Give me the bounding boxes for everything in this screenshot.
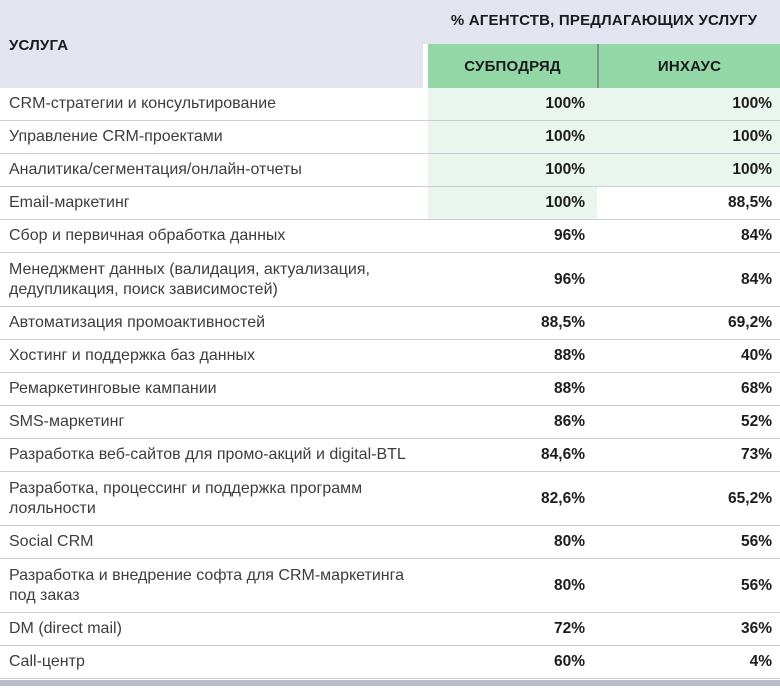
table-row (0, 340, 780, 373)
table-row (0, 88, 780, 121)
inhouse-value: 88,5% (728, 194, 772, 211)
subcontract-value: 96% (553, 227, 585, 244)
subcontract-value: 80% (553, 533, 585, 550)
subcontract-value: 96% (553, 270, 585, 288)
inhouse-value: 84% (740, 270, 772, 288)
subcontract-value: 82,6% (541, 489, 585, 507)
table-row (0, 253, 780, 307)
table-row (0, 559, 780, 613)
subcontract-value: 72% (553, 620, 585, 637)
inhouse-value: 68% (740, 380, 772, 397)
subcontract-value: 60% (553, 653, 585, 670)
subcontract-value: 86% (553, 413, 585, 430)
inhouse-value: 36% (740, 620, 772, 637)
inhouse-value: 100% (597, 154, 780, 186)
table-row (0, 439, 780, 472)
column-header-subcontract: СУБПОДРЯД (428, 44, 597, 88)
table-row (0, 121, 780, 154)
service-name: Автоматизация промоактивностей (9, 314, 266, 332)
subcontract-value: 88% (553, 347, 585, 364)
inhouse-value: 100% (597, 88, 780, 120)
service-name: Ремаркетинговые кампании (9, 380, 217, 398)
table-row (0, 220, 780, 253)
inhouse-value: 73% (740, 446, 772, 463)
table-row (0, 646, 780, 679)
subcontract-value: 100% (428, 154, 597, 186)
table-header (0, 0, 780, 88)
service-name: Аналитика/сегментация/онлайн-отчеты (9, 161, 302, 179)
table-row (0, 406, 780, 439)
inhouse-value: 52% (740, 413, 772, 430)
subcontract-value: 84,6% (541, 446, 585, 463)
service-name: Разработка и внедрение софта для CRM-маркетинга под заказ (9, 566, 404, 604)
inhouse-value: 40% (740, 347, 772, 364)
table-body (0, 88, 780, 679)
table-row (0, 187, 780, 220)
inhouse-value: 56% (740, 576, 772, 594)
service-name: DM (direct mail) (9, 620, 122, 638)
table-row (0, 613, 780, 646)
service-name: Управление CRM-проектами (9, 128, 223, 146)
service-name: CRM-стратегии и консультирование (9, 95, 277, 113)
subcontract-value: 88,5% (541, 314, 585, 331)
service-name: Social CRM (9, 533, 94, 551)
inhouse-value: 69,2% (728, 314, 772, 331)
table-row (0, 154, 780, 187)
service-name: Call-центр (9, 653, 85, 671)
inhouse-value: 56% (740, 533, 772, 550)
service-name: Хостинг и поддержка баз данных (9, 347, 255, 365)
inhouse-value: 4% (749, 653, 772, 670)
service-name: Email-маркетинг (9, 194, 130, 212)
inhouse-value: 100% (597, 121, 780, 153)
table-row (0, 472, 780, 526)
table-row (0, 526, 780, 559)
subcontract-value: 100% (428, 121, 597, 153)
table-row (0, 307, 780, 340)
service-column-header: УСЛУГА (9, 37, 69, 54)
service-name: Менеджмент данных (валидация, актуализация, дедупликация, поиск зависимостей) (9, 260, 370, 298)
column-header-inhouse: ИНХАУС (597, 44, 780, 88)
service-name: Разработка веб-сайтов для промо-акций и digital-BTL (9, 446, 406, 464)
value-columns-header (423, 44, 780, 88)
subcontract-value: 100% (428, 88, 597, 120)
values-group-header: % АГЕНТСТВ, ПРЕДЛАГАЮЩИХ УСЛУГУ (450, 12, 758, 29)
bottom-bar (0, 680, 780, 686)
service-name: Разработка, процессинг и поддержка программ лояльности (9, 479, 363, 517)
table-row (0, 373, 780, 406)
inhouse-value: 65,2% (728, 489, 772, 507)
inhouse-value: 84% (740, 227, 772, 244)
subcontract-value: 88% (553, 380, 585, 397)
subcontract-value: 100% (428, 187, 597, 219)
service-name: Сбор и первичная обработка данных (9, 227, 286, 245)
subcontract-value: 80% (553, 576, 585, 594)
service-name: SMS-маркетинг (9, 413, 125, 431)
